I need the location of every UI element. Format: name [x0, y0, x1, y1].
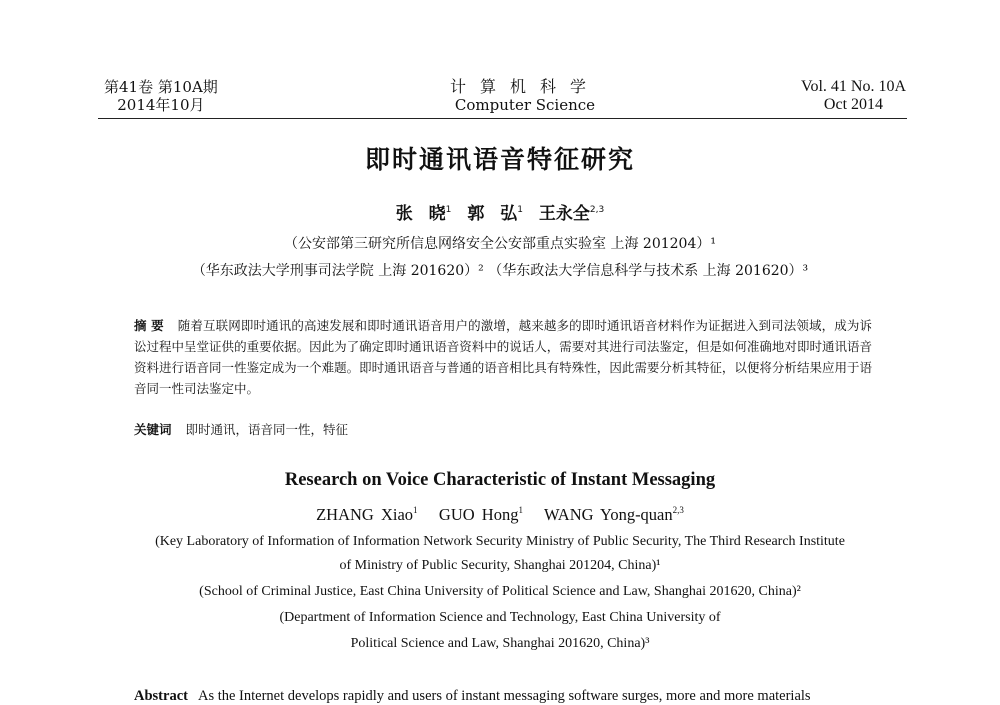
authors-cn	[0, 199, 1000, 224]
author-cn: 张 晓	[395, 204, 446, 224]
affiliation-en: Political Science and Law, Shanghai 201620, China)³	[350, 636, 650, 651]
header-rule	[98, 118, 907, 119]
paper-title-en: Research on Voice Characteristic of Instant Messaging	[284, 470, 716, 490]
keywords-cn	[134, 420, 348, 438]
paper-title-cn: 即时通讯语音特征研究	[364, 145, 635, 174]
date-cn: 2014年10月	[117, 96, 205, 114]
author-sup: 1	[413, 505, 418, 515]
header-left	[104, 78, 218, 114]
author-sup: 1	[517, 205, 523, 215]
volume-cn: 第41卷 第10A期	[104, 78, 218, 96]
keywords-text-cn: 即时通讯，语音同一性，特征	[185, 422, 349, 437]
journal-name-cn: 计算机科学	[449, 77, 600, 96]
affiliation-en: (School of Criminal Justice, East China University of Political Science and Law, Shanghai 201620, China)²	[199, 584, 801, 599]
authors-en	[0, 505, 1000, 525]
affiliation-en: (Department of Information Science and Technology, East China University of	[279, 610, 721, 625]
affiliation-en: (Key Laboratory of Information of Information Network Security Ministry of Public Security, The Third Research Institute	[155, 534, 845, 549]
abstract-text-en: As the Internet develops rapidly and users of instant messaging software surges, more and more materials	[197, 688, 811, 704]
affiliation-en: of Ministry of Public Security, Shanghai 201204, China)¹	[339, 558, 661, 573]
author-cn: 王永全	[538, 204, 590, 224]
abstract-en	[134, 688, 811, 705]
header-right	[801, 78, 906, 114]
affiliation-cn: （华东政法大学刑事司法学院 上海 201620）² （华东政法大学信息科学与技术系 上海 201620）³	[191, 263, 809, 279]
abstract-text-cn: 随着互联网即时通讯的高速发展和即时通讯语音用户的激增，越来越多的即时通讯语音材料作为证据进入到司法领域，成为诉讼过程中呈堂证供的重要依据。因此为了确定即时通讯语音资料中的说话人，需要对其进行司法鉴定，但是如何准确地对即时通讯语音资料进行语音同一性鉴定成为一个难题。即时通讯语音与普通的语音相比具有特殊性，因此需要分析其特征，以便将分析结果应用于语音同一性司法鉴定中。	[134, 318, 872, 396]
journal-name-en: Computer Science	[454, 96, 596, 114]
volume-en: Vol. 41 No. 10A	[800, 78, 906, 95]
date-en: Oct 2014	[823, 96, 884, 113]
header-center	[400, 78, 650, 114]
author-en: ZHANG Xiao	[316, 505, 414, 524]
abstract-label-cn: 摘 要	[134, 318, 164, 333]
author-cn: 郭 弘	[467, 204, 518, 224]
keywords-label-cn: 关键词	[134, 422, 172, 437]
author-sup: 1	[518, 505, 523, 515]
abstract-label-en: Abstract	[134, 688, 188, 704]
abstract-cn	[134, 315, 872, 399]
author-sup: 2,3	[589, 205, 605, 215]
author-sup: 2,3	[672, 505, 684, 515]
author-en: WANG Yong-quan	[544, 505, 673, 524]
affiliation-cn: （公安部第三研究所信息网络安全公安部重点实验室 上海 201204）¹	[284, 236, 716, 252]
author-sup: 1	[445, 205, 452, 215]
author-en: GUO Hong	[438, 505, 519, 524]
